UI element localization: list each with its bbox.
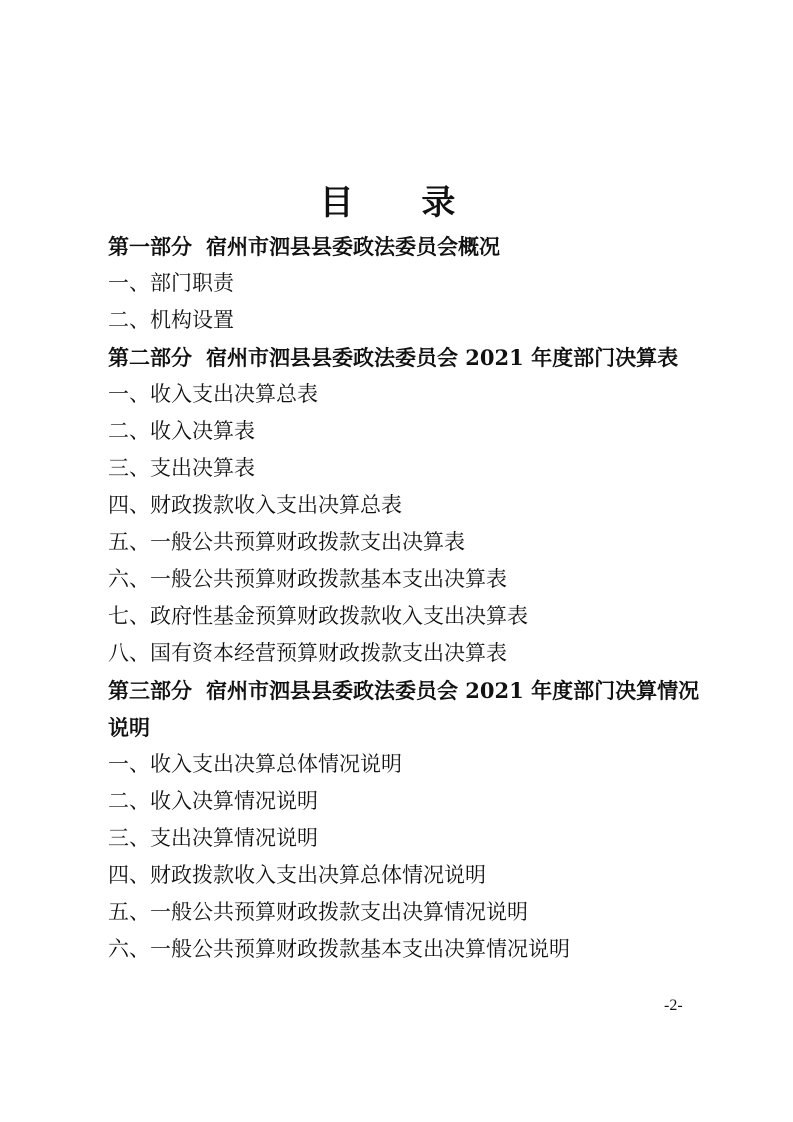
toc-part-title: 宿州市泗县县委政法委员会 2021 年度部门决算表 [206, 345, 679, 370]
toc-item[interactable]: 一、收入支出决算总表 [108, 382, 318, 406]
toc-item[interactable]: 二、收入决算表 [108, 419, 255, 443]
toc-item[interactable]: 八、国有资本经营预算财政拨款支出决算表 [108, 641, 507, 665]
toc-item[interactable]: 四、财政拨款收入支出决算总表 [108, 493, 402, 517]
page-number: -2- [664, 997, 683, 1014]
toc-item[interactable]: 一、收入支出决算总体情况说明 [108, 752, 402, 776]
toc-part-label: 第二部分 [108, 345, 192, 370]
toc-part-1-heading[interactable] [108, 228, 708, 265]
toc-item[interactable]: 六、一般公共预算财政拨款基本支出决算情况说明 [108, 937, 570, 961]
toc-item[interactable]: 五、一般公共预算财政拨款支出决算表 [108, 530, 465, 554]
toc-item[interactable]: 二、机构设置 [108, 308, 234, 332]
toc-item[interactable]: 三、支出决算表 [108, 456, 255, 480]
toc-item[interactable]: 二、收入决算情况说明 [108, 789, 318, 813]
toc-part-label: 第一部分 [108, 234, 192, 259]
toc-part-3-heading[interactable] [108, 672, 708, 746]
toc-part-title: 宿州市泗县县委政法委员会概况 [206, 234, 500, 259]
toc-part-title: 宿州市泗县县委政法委员会 2021 年度部门决算情况说明 [108, 678, 700, 740]
toc-part-2-heading[interactable] [108, 339, 708, 376]
toc-part-label: 第三部分 [108, 678, 192, 703]
toc-item[interactable]: 六、一般公共预算财政拨款基本支出决算表 [108, 567, 507, 591]
toc-item[interactable]: 四、财政拨款收入支出决算总体情况说明 [108, 863, 486, 887]
toc-item[interactable]: 五、一般公共预算财政拨款支出决算情况说明 [108, 900, 528, 924]
toc-item[interactable]: 三、支出决算情况说明 [108, 826, 318, 850]
page-title: 目 录 [319, 183, 484, 223]
toc-item[interactable]: 七、政府性基金预算财政拨款收入支出决算表 [108, 604, 528, 628]
toc-item[interactable]: 一、部门职责 [108, 271, 234, 295]
table-of-contents [108, 228, 708, 968]
